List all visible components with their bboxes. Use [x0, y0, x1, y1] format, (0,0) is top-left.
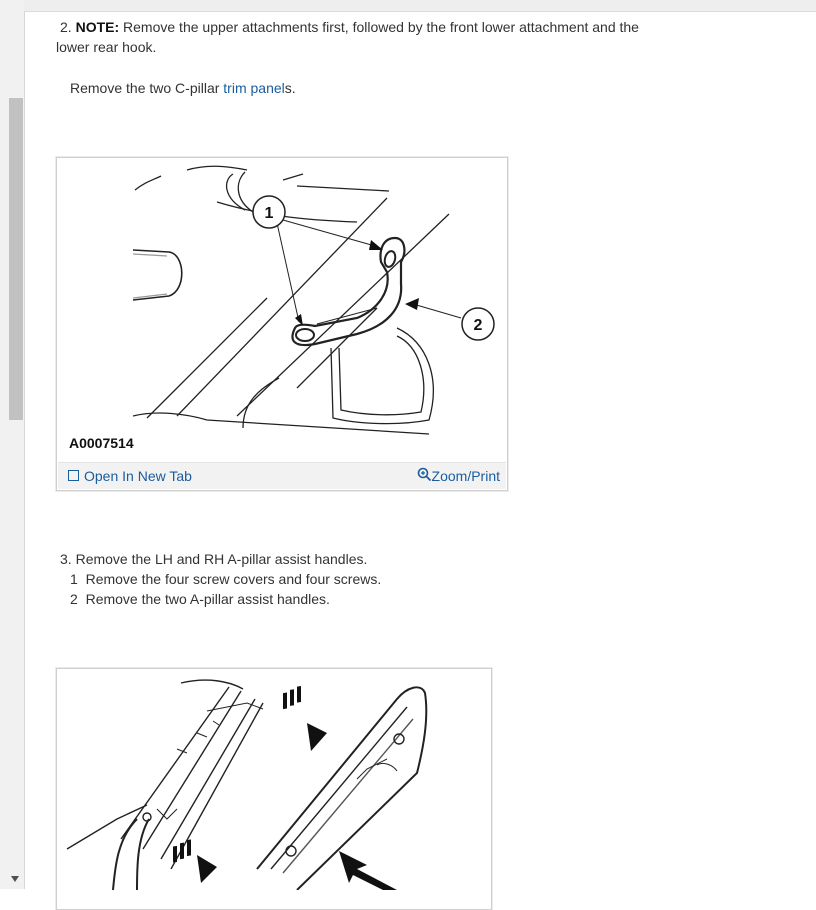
c-pillar-diagram [57, 158, 507, 438]
figure-toolbar [58, 462, 506, 489]
a-pillar-diagram [57, 669, 491, 890]
step-number: 2. [60, 19, 72, 35]
open-new-tab-button[interactable] [68, 467, 192, 485]
scrollbar-thumb[interactable] [9, 98, 23, 420]
substep-text: Remove the two A-pillar assist handles. [85, 591, 330, 607]
zoom-print-label: Zoom/Print [431, 468, 500, 484]
figure-a-pillar-handles [56, 668, 492, 910]
step-number: 3. [60, 551, 72, 567]
step-2-instruction [70, 78, 296, 98]
instruction-suffix: s. [284, 80, 296, 96]
open-new-tab-label: Open In New Tab [84, 468, 192, 484]
callout-2: 2 [473, 317, 483, 334]
callout-1: 1 [264, 205, 274, 222]
figure-c-pillar [56, 157, 508, 491]
scroll-down-arrow-icon[interactable] [11, 876, 19, 882]
note-text-continued: lower rear hook. [56, 39, 157, 55]
instruction-text: Remove the two C-pillar [70, 80, 224, 96]
trim-panel-link[interactable]: trim panel [223, 80, 285, 96]
step-3-text: Remove the LH and RH A-pillar assist handles. [75, 551, 368, 567]
substep-number: 1 [70, 571, 78, 587]
note-label: NOTE: [75, 19, 120, 35]
substep-2 [70, 589, 330, 609]
top-toolbar-edge [24, 0, 816, 12]
figure-id: A0007514 [69, 435, 134, 451]
substep-1 [70, 569, 381, 589]
zoom-icon [417, 467, 432, 482]
step-2-note [56, 17, 676, 57]
substep-number: 2 [70, 591, 78, 607]
step-3 [60, 549, 367, 569]
open-new-tab-icon [68, 470, 79, 481]
substep-text: Remove the four screw covers and four screws. [85, 571, 382, 587]
zoom-print-button[interactable] [417, 467, 500, 485]
vertical-scrollbar[interactable] [0, 0, 25, 889]
note-text: Remove the upper attachments first, followed by the front lower attachment and the [119, 19, 639, 35]
